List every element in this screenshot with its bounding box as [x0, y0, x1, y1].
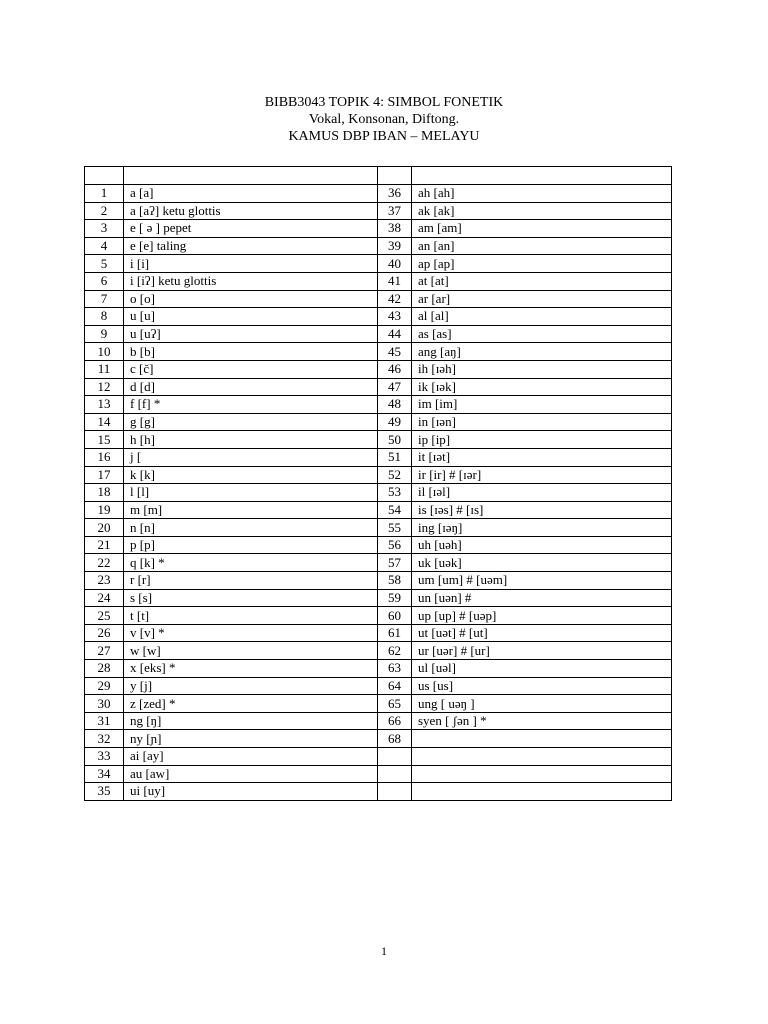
symbol-cell: ul [uəl]	[412, 660, 672, 678]
table-row	[85, 431, 672, 449]
table-row	[85, 290, 672, 308]
symbol-cell: t [t]	[124, 607, 378, 625]
symbol-cell: ik [ɪək]	[412, 378, 672, 396]
symbol-cell: as [as]	[412, 325, 672, 343]
phonetic-symbol-table	[84, 166, 672, 801]
table-row	[85, 572, 672, 590]
table-row	[85, 448, 672, 466]
table-row	[85, 308, 672, 326]
row-number	[378, 748, 412, 766]
row-number: 52	[378, 466, 412, 484]
row-number: 41	[378, 272, 412, 290]
table-row	[85, 607, 672, 625]
row-number: 28	[85, 660, 124, 678]
symbol-cell: z [zed] *	[124, 695, 378, 713]
table-row	[85, 220, 672, 238]
row-number: 64	[378, 677, 412, 695]
symbol-cell: h [h]	[124, 431, 378, 449]
document-header	[0, 94, 768, 145]
table-row	[85, 519, 672, 537]
symbol-cell: ih [ɪəh]	[412, 360, 672, 378]
symbol-cell: ah [ah]	[412, 185, 672, 203]
row-number: 63	[378, 660, 412, 678]
table-row	[85, 466, 672, 484]
row-number: 17	[85, 466, 124, 484]
table-row	[85, 484, 672, 502]
symbol-cell: am [am]	[412, 220, 672, 238]
symbol-cell: c [č]	[124, 360, 378, 378]
symbol-cell: is [ɪəs] # [ɪs]	[412, 501, 672, 519]
symbol-cell: im [im]	[412, 396, 672, 414]
row-number: 11	[85, 360, 124, 378]
row-number: 38	[378, 220, 412, 238]
row-number: 68	[378, 730, 412, 748]
row-number: 43	[378, 308, 412, 326]
row-number: 50	[378, 431, 412, 449]
symbol-cell: b [b]	[124, 343, 378, 361]
symbol-cell: an [an]	[412, 237, 672, 255]
symbol-cell: s [s]	[124, 589, 378, 607]
row-number: 32	[85, 730, 124, 748]
row-number: 58	[378, 572, 412, 590]
row-number: 40	[378, 255, 412, 273]
symbol-cell: k [k]	[124, 466, 378, 484]
row-number: 23	[85, 572, 124, 590]
row-number: 47	[378, 378, 412, 396]
table-row	[85, 554, 672, 572]
row-number: 16	[85, 448, 124, 466]
row-number: 13	[85, 396, 124, 414]
row-number: 26	[85, 624, 124, 642]
row-number: 8	[85, 308, 124, 326]
symbol-cell: ur [uər] # [ur]	[412, 642, 672, 660]
symbol-cell: il [ɪəl]	[412, 484, 672, 502]
table-row	[85, 360, 672, 378]
symbol-cell: ny [ɲ]	[124, 730, 378, 748]
row-number: 27	[85, 642, 124, 660]
row-number: 22	[85, 554, 124, 572]
symbol-cell: ui [uy]	[124, 783, 378, 801]
symbol-cell: ip [ip]	[412, 431, 672, 449]
symbol-cell: n [n]	[124, 519, 378, 537]
symbol-cell: u [u]	[124, 308, 378, 326]
row-number: 2	[85, 202, 124, 220]
table-row	[85, 536, 672, 554]
symbol-cell	[412, 748, 672, 766]
course-title: BIBB3043 TOPIK 4: SIMBOL FONETIK	[264, 95, 504, 110]
table-row	[85, 589, 672, 607]
table-header-row	[85, 167, 672, 185]
symbol-cell: ak [ak]	[412, 202, 672, 220]
symbol-cell	[412, 730, 672, 748]
row-number: 44	[378, 325, 412, 343]
table-row	[85, 396, 672, 414]
row-number: 31	[85, 712, 124, 730]
symbol-cell: v [v] *	[124, 624, 378, 642]
row-number: 62	[378, 642, 412, 660]
table-row	[85, 325, 672, 343]
symbol-cell: ai [ay]	[124, 748, 378, 766]
symbol-cell: m [m]	[124, 501, 378, 519]
symbol-cell: uh [uəh]	[412, 536, 672, 554]
symbol-cell: j [	[124, 448, 378, 466]
row-number: 65	[378, 695, 412, 713]
row-number: 48	[378, 396, 412, 414]
row-number: 18	[85, 484, 124, 502]
table-row	[85, 642, 672, 660]
symbol-cell	[412, 765, 672, 783]
table-row	[85, 783, 672, 801]
row-number: 4	[85, 237, 124, 255]
table-row	[85, 677, 672, 695]
row-number: 45	[378, 343, 412, 361]
row-number: 46	[378, 360, 412, 378]
symbol-cell: a [aʔ] ketu glottis	[124, 202, 378, 220]
dictionary-title: KAMUS DBP IBAN – MELAYU	[288, 129, 480, 144]
symbol-cell: uk [uək]	[412, 554, 672, 572]
table-row	[85, 255, 672, 273]
symbol-cell	[412, 783, 672, 801]
row-number: 14	[85, 413, 124, 431]
row-number: 35	[85, 783, 124, 801]
header-cell	[378, 167, 412, 185]
header-cell	[412, 167, 672, 185]
symbol-cell: in [ɪən]	[412, 413, 672, 431]
symbol-cell: ng [ŋ]	[124, 712, 378, 730]
table-row	[85, 343, 672, 361]
symbol-cell: e [e] taling	[124, 237, 378, 255]
subtitle: Vokal, Konsonan, Diftong.	[308, 112, 460, 127]
table-row	[85, 748, 672, 766]
table-row	[85, 272, 672, 290]
row-number	[378, 783, 412, 801]
row-number: 55	[378, 519, 412, 537]
row-number: 37	[378, 202, 412, 220]
symbol-cell: au [aw]	[124, 765, 378, 783]
table-row	[85, 413, 672, 431]
symbol-cell: ar [ar]	[412, 290, 672, 308]
row-number: 57	[378, 554, 412, 572]
row-number: 36	[378, 185, 412, 203]
symbol-cell: us [us]	[412, 677, 672, 695]
page-number: 1	[381, 944, 387, 958]
row-number: 20	[85, 519, 124, 537]
symbol-cell: ung [ uəŋ ]	[412, 695, 672, 713]
row-number	[378, 765, 412, 783]
row-number: 66	[378, 712, 412, 730]
row-number: 19	[85, 501, 124, 519]
row-number: 51	[378, 448, 412, 466]
symbol-cell: ut [uət] # [ut]	[412, 624, 672, 642]
symbol-cell: u [uʔ]	[124, 325, 378, 343]
row-number: 3	[85, 220, 124, 238]
table-row	[85, 378, 672, 396]
row-number: 30	[85, 695, 124, 713]
symbol-cell: ing [ɪəŋ]	[412, 519, 672, 537]
row-number: 54	[378, 501, 412, 519]
table-row	[85, 765, 672, 783]
row-number: 21	[85, 536, 124, 554]
symbol-cell: i [i]	[124, 255, 378, 273]
symbol-cell: a [a]	[124, 185, 378, 203]
row-number: 34	[85, 765, 124, 783]
row-number: 61	[378, 624, 412, 642]
row-number: 42	[378, 290, 412, 308]
symbol-cell: w [w]	[124, 642, 378, 660]
symbol-cell: r [r]	[124, 572, 378, 590]
symbol-cell: e [ ə ] pepet	[124, 220, 378, 238]
header-cell	[85, 167, 124, 185]
row-number: 60	[378, 607, 412, 625]
row-number: 25	[85, 607, 124, 625]
symbol-cell: d [d]	[124, 378, 378, 396]
symbol-cell: um [um] # [uəm]	[412, 572, 672, 590]
symbol-cell: o [o]	[124, 290, 378, 308]
row-number: 15	[85, 431, 124, 449]
row-number: 10	[85, 343, 124, 361]
row-number: 29	[85, 677, 124, 695]
symbol-cell: p [p]	[124, 536, 378, 554]
header-cell	[124, 167, 378, 185]
row-number: 5	[85, 255, 124, 273]
symbol-cell: ang [aŋ]	[412, 343, 672, 361]
symbol-cell: x [eks] *	[124, 660, 378, 678]
table-row	[85, 730, 672, 748]
table-row	[85, 695, 672, 713]
row-number: 39	[378, 237, 412, 255]
symbol-cell: q [k] *	[124, 554, 378, 572]
table-row	[85, 185, 672, 203]
table-row	[85, 712, 672, 730]
table-row	[85, 660, 672, 678]
row-number: 59	[378, 589, 412, 607]
symbol-cell: y [j]	[124, 677, 378, 695]
symbol-cell: un [uən] #	[412, 589, 672, 607]
symbol-cell: ir [ir] # [ɪər]	[412, 466, 672, 484]
row-number: 7	[85, 290, 124, 308]
row-number: 6	[85, 272, 124, 290]
row-number: 9	[85, 325, 124, 343]
table-row	[85, 624, 672, 642]
row-number: 33	[85, 748, 124, 766]
row-number: 24	[85, 589, 124, 607]
symbol-cell: g [g]	[124, 413, 378, 431]
symbol-cell: i [iʔ] ketu glottis	[124, 272, 378, 290]
row-number: 49	[378, 413, 412, 431]
table-row	[85, 501, 672, 519]
symbol-cell: al [al]	[412, 308, 672, 326]
row-number: 12	[85, 378, 124, 396]
symbol-cell: up [up] # [uəp]	[412, 607, 672, 625]
symbol-cell: f [f] *	[124, 396, 378, 414]
symbol-cell: l [l]	[124, 484, 378, 502]
row-number: 56	[378, 536, 412, 554]
symbol-cell: ap [ap]	[412, 255, 672, 273]
row-number: 1	[85, 185, 124, 203]
symbol-cell: syen [ ʃən ] *	[412, 712, 672, 730]
table-row	[85, 202, 672, 220]
table-row	[85, 237, 672, 255]
symbol-cell: it [ɪət]	[412, 448, 672, 466]
row-number: 53	[378, 484, 412, 502]
symbol-cell: at [at]	[412, 272, 672, 290]
